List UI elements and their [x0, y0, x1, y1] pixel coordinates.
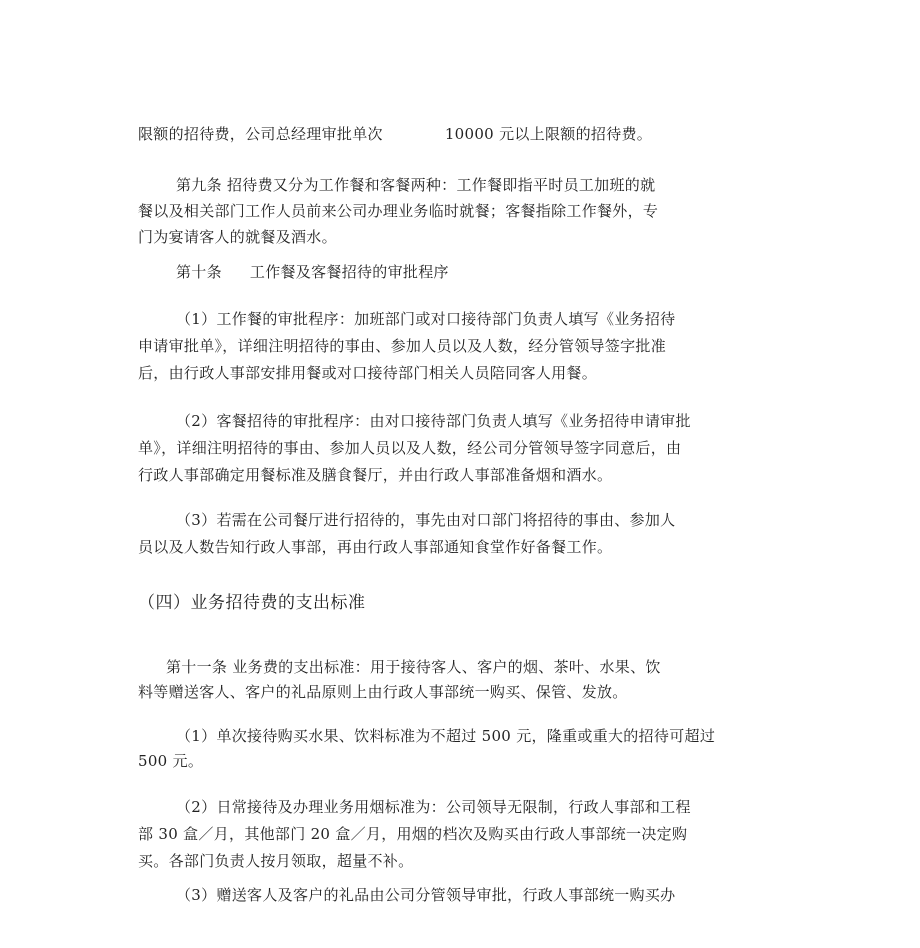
paragraph-line: 餐以及相关部门工作人员前来公司办理业务临时就餐；客餐指除工作餐外，专 — [138, 202, 659, 220]
article-9-line: 第九条 招待费又分为工作餐和客餐两种：工作餐即指平时员工加班的就 — [176, 176, 656, 194]
paragraph-line: （1）单次接待购买水果、饮料标准为不超过 500 元，隆重或重大的招待可超过 — [176, 727, 716, 745]
section-heading: （四）业务招待费的支出标准 — [138, 593, 366, 613]
paragraph-line: （3）赠送客人及客户的礼品由公司分管领导审批，行政人事部统一购买办 — [176, 886, 676, 904]
article-number: 第十条 — [176, 263, 222, 281]
text-run: 10000 元以上限额的招待费。 — [444, 125, 653, 143]
article-10-line — [176, 262, 449, 282]
paragraph-line: 部 30 盒／月，其他部门 20 盒／月，用烟的档次及购买由行政人事部统一决定购 — [138, 825, 688, 843]
article-11-line: 第十一条 业务费的支出标准：用于接待客人、客户的烟、茶叶、水果、饮 — [166, 658, 661, 676]
paragraph-line: （3）若需在公司餐厅进行招待的，事先由对口部门将招待的事由、参加人 — [176, 511, 676, 529]
paragraph-line: 行政人事部确定用餐标准及膳食餐厅，并由行政人事部准备烟和酒水。 — [138, 466, 613, 484]
paragraph-line — [138, 124, 652, 144]
paragraph-line: （1）工作餐的审批程序：加班部门或对口接待部门负责人填写《业务招待 — [176, 310, 676, 328]
paragraph-line: 单》，详细注明招待的事由、参加人员以及人数，经公司分管领导签字同意后，由 — [138, 439, 682, 457]
text-run: 限额的招待费，公司总经理审批单次 — [138, 125, 383, 143]
article-title: 工作餐及客餐招待的审批程序 — [249, 263, 449, 281]
paragraph-line: 料等赠送客人、客户的礼品原则上由行政人事部统一购买、保管、发放。 — [138, 683, 628, 701]
paragraph-line: 员以及人数告知行政人事部，再由行政人事部通知食堂作好备餐工作。 — [138, 538, 613, 556]
paragraph-line: （2）客餐招待的审批程序：由对口接待部门负责人填写《业务招待申请审批 — [176, 412, 691, 430]
paragraph-line: 申请审批单》，详细注明招待的事由、参加人员以及人数，经分管领导签字批准 — [138, 337, 667, 355]
paragraph-line: 门为宴请客人的就餐及酒水。 — [138, 228, 337, 246]
paragraph-line: 买。各部门负责人按月领取，超量不补。 — [138, 852, 414, 870]
paragraph-line: （2）日常接待及办理业务用烟标准为：公司领导无限制，行政人事部和工程 — [176, 798, 691, 816]
paragraph-line: 500 元。 — [138, 752, 204, 770]
paragraph-line: 后，由行政人事部安排用餐或对口接待部门相关人员陪同客人用餐。 — [138, 364, 598, 382]
